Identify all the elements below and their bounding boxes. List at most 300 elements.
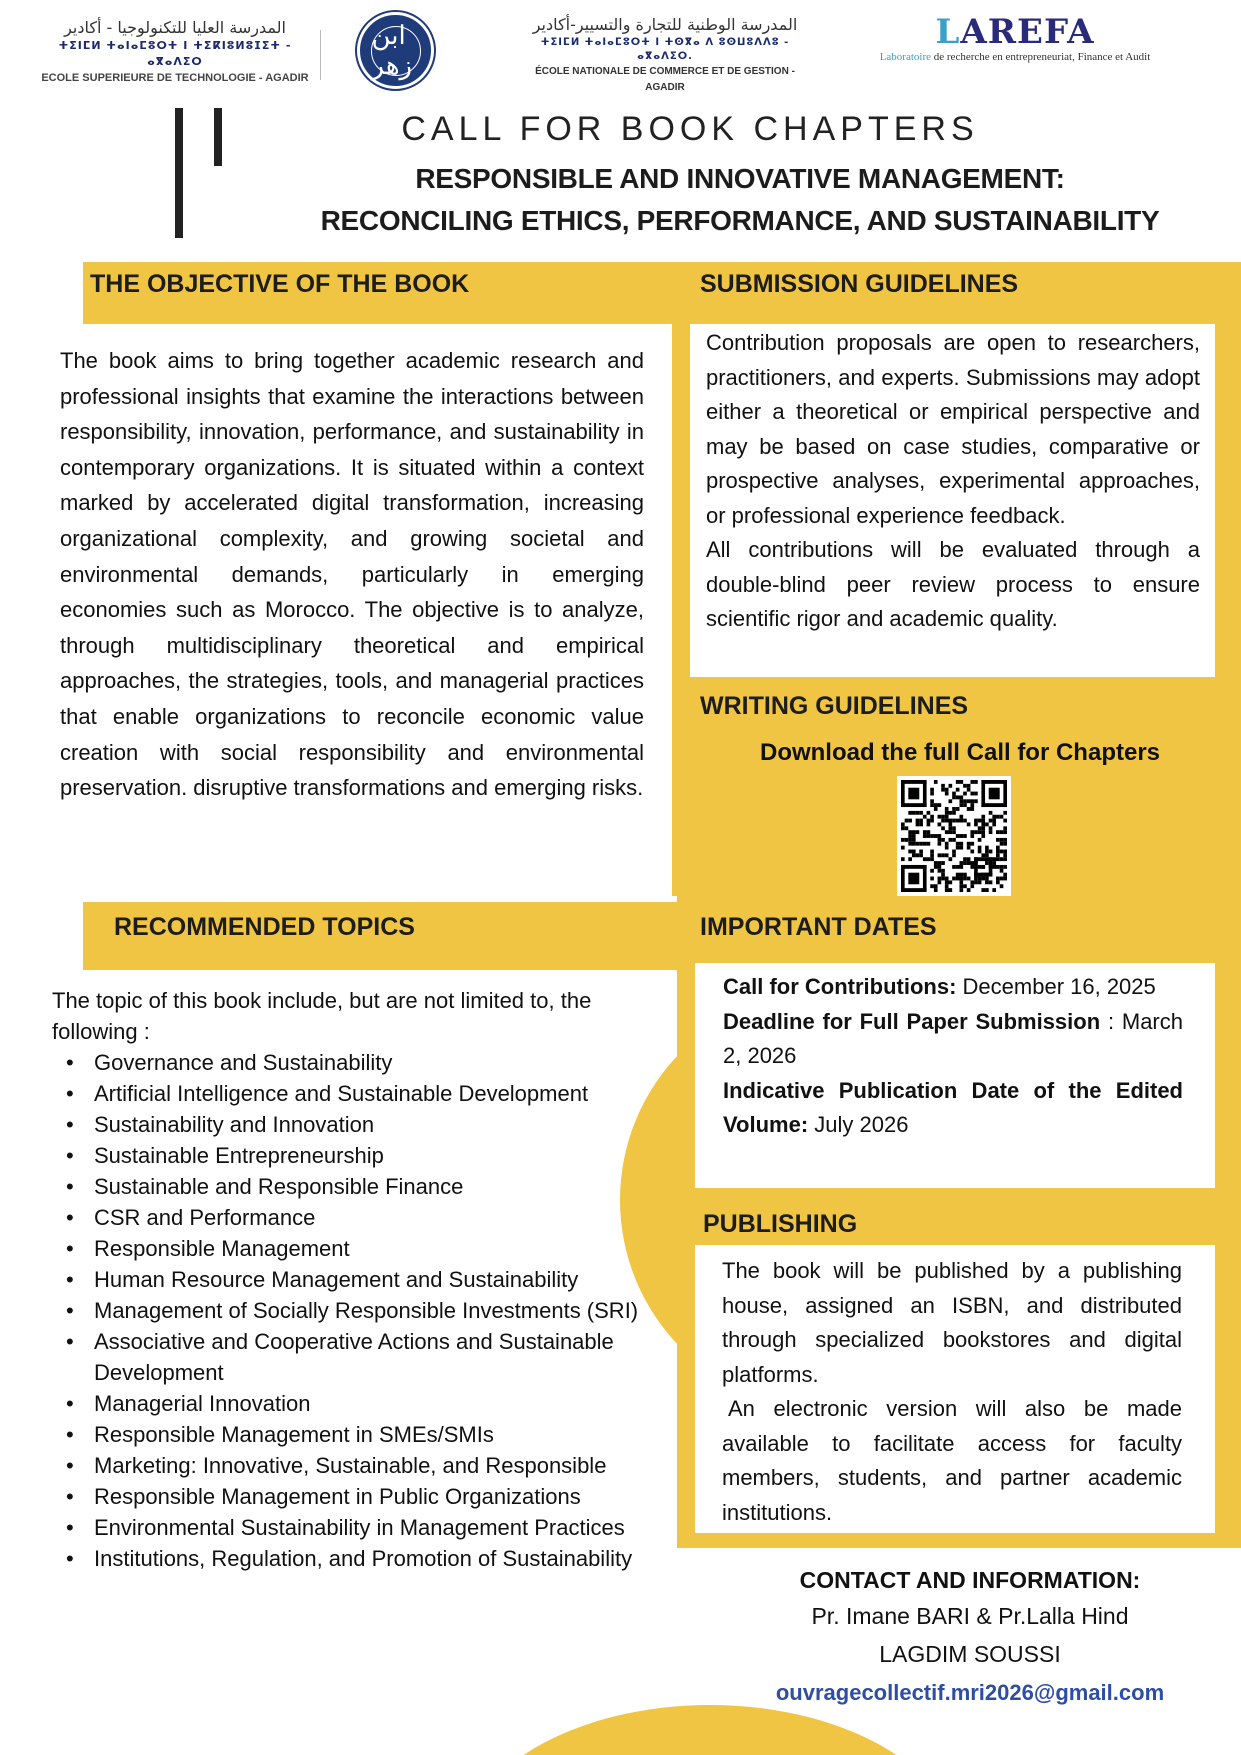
qr-module — [901, 846, 905, 850]
qr-module — [985, 888, 989, 892]
qr-module — [949, 826, 953, 830]
qr-module — [938, 861, 942, 865]
qr-module — [963, 803, 967, 807]
qr-module — [956, 877, 960, 881]
qr-module — [934, 884, 938, 888]
qr-module — [938, 822, 942, 826]
qr-module — [970, 880, 974, 884]
qr-module — [974, 830, 978, 834]
qr-module — [919, 853, 923, 857]
qr-module — [970, 865, 974, 869]
bullet-icon: • — [66, 1329, 74, 1354]
qr-module — [908, 830, 912, 834]
encg-logo-tifinagh: ⵜⵉⵏⵎⵍ ⵜⴰⵏⴰⵎⵓⵔⵜ ⵏ ⵜⵙⴳⴰ ⴷ ⵓⵙⵡⵓⴷⴷⵓ - ⴰⴳⴰⴷⵉⵔ. — [540, 37, 790, 62]
qr-module — [901, 838, 905, 842]
qr-module — [981, 865, 985, 869]
qr-module — [934, 834, 938, 838]
qr-module — [916, 842, 920, 846]
qr-module — [974, 792, 978, 796]
qr-module — [949, 880, 953, 884]
qr-module — [1000, 850, 1004, 854]
qr-module — [963, 861, 967, 865]
qr-module — [970, 830, 974, 834]
larefa-logo-name — [870, 14, 1160, 50]
qr-module — [941, 861, 945, 865]
qr-module — [989, 850, 993, 854]
qr-module — [908, 838, 912, 842]
qr-module — [949, 784, 953, 788]
qr-module — [970, 799, 974, 803]
bullet-icon: • — [66, 1236, 74, 1261]
qr-module — [978, 830, 982, 834]
larefa-logo — [870, 14, 1160, 74]
qr-module — [967, 861, 971, 865]
qr-module — [981, 803, 1007, 807]
date-item-call — [723, 970, 1183, 1005]
qr-module — [945, 819, 949, 823]
qr-module — [945, 877, 949, 881]
qr-module — [949, 811, 953, 815]
bullet-icon: • — [66, 1267, 74, 1292]
qr-module — [952, 830, 956, 834]
qr-module — [923, 857, 927, 861]
qr-module — [952, 795, 956, 799]
qr-module — [934, 865, 938, 869]
topic-item — [52, 1388, 672, 1419]
bullet-icon: • — [66, 1298, 74, 1323]
qr-module — [959, 880, 963, 884]
topic-item — [52, 1512, 672, 1543]
topic-item — [52, 1202, 672, 1233]
qr-module — [959, 819, 963, 823]
qr-module — [934, 803, 938, 807]
qr-module — [927, 811, 931, 815]
qr-module — [938, 877, 942, 881]
qr-module — [923, 865, 927, 892]
qr-module — [930, 869, 934, 873]
qr-module — [956, 873, 960, 877]
qr-module — [912, 811, 916, 815]
qr-module — [978, 877, 982, 881]
qr-module — [912, 853, 916, 857]
date-label: Indicative Publication Date of the Edited Volume: — [723, 1077, 1183, 1137]
topic-item — [52, 1140, 672, 1171]
qr-module — [938, 834, 942, 838]
qr-module — [967, 799, 971, 803]
qr-module — [963, 884, 967, 888]
qr-module — [941, 784, 945, 788]
qr-module — [901, 826, 905, 830]
bullet-icon: • — [66, 1391, 74, 1416]
qr-module — [916, 811, 920, 815]
topic-label: Institutions, Regulation, and Promotion of Sustainability — [94, 1546, 633, 1571]
qr-module — [901, 780, 927, 784]
qr-module — [967, 857, 971, 861]
contact-names-line-2: LAGDIM SOUSSI — [879, 1641, 1061, 1667]
qr-module — [992, 819, 996, 823]
qr-module — [952, 850, 956, 854]
qr-module — [923, 780, 927, 807]
qr-module — [970, 803, 974, 807]
qr-module — [927, 830, 931, 834]
qr-module — [908, 857, 912, 861]
qr-module — [974, 880, 978, 884]
qr-module — [919, 822, 923, 826]
qr-module — [945, 807, 949, 811]
book-title — [240, 158, 1240, 242]
est-logo-tifinagh: ⵜⵉⵏⵎⵍ ⵜⴰⵏⴰⵎⵓⵔⵜ ⵏ ⵜⵉⴽⵏⵓⵍⵓⵊⵉⵜ - ⴰⴳⴰⴷⵉⵔ — [58, 39, 292, 68]
qr-module — [938, 815, 942, 819]
encg-logo-french: ÉCOLE NATIONALE DE COMMERCE ET DE GESTION - AGADIR — [535, 66, 795, 93]
publishing-text — [722, 1254, 1182, 1530]
qr-module — [941, 819, 945, 823]
publishing-paragraph-1: The book will be published by a publishing house, assigned an ISBN, and distributed through specialized bookstores and digital platforms. — [722, 1258, 1182, 1387]
qr-module — [959, 888, 963, 892]
qr-module — [930, 799, 934, 803]
qr-module — [905, 838, 909, 842]
qr-module — [1003, 873, 1007, 877]
topic-item — [52, 1233, 672, 1264]
qr-module — [959, 842, 963, 846]
qr-module — [981, 780, 985, 807]
qr-module — [1003, 838, 1007, 842]
qr-module — [985, 846, 989, 850]
qr-module — [989, 788, 1000, 800]
topic-label: Managerial Innovation — [94, 1391, 311, 1416]
qr-module — [930, 884, 934, 888]
publishing-title: PUBLISHING — [703, 1210, 858, 1238]
qr-module — [1003, 850, 1007, 854]
topics-list — [52, 1047, 672, 1574]
qr-module — [1000, 884, 1004, 888]
qr-module — [901, 780, 905, 807]
qr-module — [930, 853, 934, 857]
qr-module — [930, 850, 934, 854]
qr-module — [981, 780, 1007, 784]
submission-paragraph-2: All contributions will be evaluated through a double-blind peer review process to ensure scientific rigor and academic quality. — [706, 537, 1200, 631]
topic-item — [52, 1047, 672, 1078]
topic-label: Sustainability and Innovation — [94, 1112, 375, 1137]
qr-module — [927, 834, 931, 838]
topic-label: CSR and Performance — [94, 1205, 316, 1230]
bullet-icon: • — [66, 1515, 74, 1540]
topic-label: Responsible Management in Public Organizations — [94, 1484, 581, 1509]
topic-label: Associative and Cooperative Actions and Sustainable Development — [94, 1329, 614, 1385]
qr-module — [945, 888, 949, 892]
qr-module — [989, 830, 993, 834]
book-title-line-2: RECONCILING ETHICS, PERFORMANCE, AND SUSTAINABILITY — [320, 205, 1160, 236]
encg-logo-arabic: المدرسة الوطنية للتجارة والتسيير-أكادير — [532, 15, 798, 34]
topic-item — [52, 1450, 672, 1481]
qr-module — [1000, 877, 1004, 881]
date-label: Deadline for Full Paper Submission — [723, 1008, 1101, 1034]
qr-module — [985, 853, 989, 857]
topic-item — [52, 1543, 672, 1574]
topic-item — [52, 1419, 672, 1450]
qr-module — [978, 826, 982, 830]
topic-item — [52, 1264, 672, 1295]
qr-module — [949, 857, 953, 861]
qr-module — [992, 857, 996, 861]
topic-label: Management of Socially Responsible Investments (SRI) — [94, 1298, 639, 1323]
qr-module — [978, 819, 982, 823]
qr-module — [974, 799, 978, 803]
qr-module — [963, 873, 967, 877]
qr-module — [912, 830, 916, 834]
topic-label: Governance and Sustainability — [94, 1050, 393, 1075]
bullet-icon: • — [66, 1546, 74, 1571]
qr-module — [956, 788, 960, 792]
qr-module — [970, 780, 974, 784]
submission-text — [706, 326, 1200, 637]
topic-item — [52, 1171, 672, 1202]
qr-module — [970, 861, 974, 865]
qr-module — [989, 819, 993, 823]
qr-module — [1000, 869, 1004, 873]
qr-module — [1000, 842, 1004, 846]
qr-module — [901, 865, 927, 869]
qr-module — [916, 822, 920, 826]
qr-module — [923, 830, 927, 834]
qr-module — [952, 811, 956, 815]
qr-module — [938, 842, 942, 846]
qr-module — [963, 799, 967, 803]
qr-module — [981, 826, 985, 830]
qr-module — [996, 850, 1000, 854]
uiz-emblem-icon: ابن زهر — [371, 26, 421, 76]
qr-module — [956, 795, 960, 799]
qr-module — [992, 815, 996, 819]
qr-module — [1003, 819, 1007, 823]
qr-module — [916, 853, 920, 857]
bullet-icon: • — [66, 1081, 74, 1106]
bullet-icon: • — [66, 1050, 74, 1075]
qr-module — [996, 865, 1000, 869]
qr-module — [985, 850, 989, 854]
qr-module — [908, 850, 912, 854]
qr-module — [908, 811, 912, 815]
topic-label: Responsible Management in SMEs/SMIs — [94, 1422, 494, 1447]
qr-module — [981, 815, 985, 819]
qr-module — [963, 819, 967, 823]
qr-module — [981, 888, 985, 892]
qr-module — [967, 788, 971, 792]
qr-module — [992, 888, 996, 892]
qr-module — [996, 853, 1000, 857]
qr-module — [959, 803, 963, 807]
qr-module — [1003, 826, 1007, 830]
qr-module — [941, 815, 945, 819]
qr-module — [912, 850, 916, 854]
topic-item — [52, 1481, 672, 1512]
download-call-label: Download the full Call for Chapters — [759, 739, 1161, 766]
encg-agadir-logo — [515, 14, 815, 93]
qr-module — [996, 838, 1000, 842]
qr-module — [978, 838, 982, 842]
qr-module — [959, 877, 963, 881]
qr-module — [974, 877, 978, 881]
qr-module — [938, 838, 942, 842]
qr-module — [941, 788, 945, 792]
qr-module — [1000, 838, 1004, 842]
qr-module — [952, 865, 956, 869]
qr-module — [901, 857, 905, 861]
qr-code-icon[interactable] — [897, 776, 1011, 896]
qr-module — [919, 811, 923, 815]
qr-module — [941, 869, 945, 873]
qr-module — [967, 846, 971, 850]
qr-module — [952, 853, 956, 857]
date-label: Call for Contributions: — [723, 974, 957, 999]
qr-module — [963, 792, 967, 796]
qr-module — [970, 842, 974, 846]
qr-module — [959, 834, 963, 838]
qr-module — [945, 884, 949, 888]
important-dates-title: IMPORTANT DATES — [700, 913, 937, 941]
qr-module — [927, 857, 931, 861]
qr-module — [996, 830, 1000, 834]
topic-label: Human Resource Management and Sustainability — [94, 1267, 579, 1292]
qr-module — [952, 807, 956, 811]
qr-module — [985, 877, 989, 881]
contact-title: CONTACT AND INFORMATION: — [799, 1567, 1141, 1593]
qr-module — [941, 826, 945, 830]
contact-block — [700, 1563, 1240, 1713]
qr-module — [1003, 780, 1007, 807]
date-value: December 16, 2025 — [956, 974, 1156, 999]
topic-label: Marketing: Innovative, Sustainable, and Responsible — [94, 1453, 607, 1478]
qr-module — [908, 819, 912, 823]
topic-label: Sustainable and Responsible Finance — [94, 1174, 464, 1199]
qr-module — [981, 877, 985, 881]
decorative-bar-long — [175, 108, 183, 238]
qr-module — [996, 857, 1000, 861]
qr-module — [970, 834, 974, 838]
qr-module — [949, 838, 953, 842]
est-logo-french: ECOLE SUPERIEURE DE TECHNOLOGIE - AGADIR — [41, 72, 309, 84]
qr-module — [956, 846, 960, 850]
topics-intro: The topic of this book include, but are not limited to, the following : — [52, 988, 592, 1044]
qr-module — [949, 888, 953, 892]
qr-module — [930, 834, 934, 838]
qr-module — [956, 780, 960, 784]
qr-module — [963, 877, 967, 881]
qr-module — [938, 865, 942, 869]
qr-module — [945, 830, 949, 834]
qr-module — [912, 842, 916, 846]
qr-module — [952, 877, 956, 881]
qr-module — [959, 884, 963, 888]
qr-module — [981, 834, 985, 838]
qr-module — [967, 807, 971, 811]
qr-module — [956, 807, 960, 811]
topic-item — [52, 1326, 672, 1388]
qr-module — [916, 830, 920, 834]
qr-module — [981, 830, 985, 834]
qr-module — [930, 815, 934, 819]
qr-module — [938, 853, 942, 857]
decorative-bar-short — [214, 108, 222, 166]
qr-module — [908, 873, 919, 885]
qr-module — [930, 819, 934, 823]
qr-module — [959, 815, 963, 819]
qr-module — [996, 846, 1000, 850]
qr-module — [919, 819, 923, 823]
call-for-chapters-heading: CALL FOR BOOK CHAPTERS — [401, 110, 979, 148]
qr-module — [938, 880, 942, 884]
qr-module — [1003, 830, 1007, 834]
topic-item — [52, 1078, 672, 1109]
qr-module — [992, 822, 996, 826]
bullet-icon: • — [66, 1143, 74, 1168]
qr-module — [956, 865, 960, 869]
qr-module — [1003, 811, 1007, 815]
qr-module — [934, 888, 938, 892]
qr-module — [938, 803, 942, 807]
qr-module — [967, 842, 971, 846]
larefa-sub-highlight: Laboratoire — [879, 51, 932, 63]
qr-module — [989, 811, 993, 815]
qr-module — [956, 819, 960, 823]
qr-module — [970, 850, 974, 854]
larefa-logo-rest: AREFA — [960, 12, 1095, 52]
qr-module — [959, 846, 963, 850]
qr-module — [945, 792, 949, 796]
qr-module — [945, 815, 949, 819]
qr-module — [981, 853, 985, 857]
qr-module — [985, 861, 989, 865]
qr-module — [930, 792, 934, 796]
contact-email-link[interactable]: ouvragecollectif.mri2026@gmail.com — [775, 1680, 1165, 1705]
qr-module — [985, 822, 989, 826]
qr-module — [923, 834, 927, 838]
submission-section-title: SUBMISSION GUIDELINES — [700, 270, 1019, 298]
qr-module — [908, 788, 919, 800]
qr-module — [956, 834, 960, 838]
qr-module — [941, 873, 945, 877]
bullet-icon: • — [66, 1453, 74, 1478]
topics-section-title: RECOMMENDED TOPICS — [114, 913, 415, 941]
qr-module — [908, 842, 912, 846]
topic-label: Artificial Intelligence and Sustainable Development — [94, 1081, 589, 1106]
university-ibn-zohr-logo — [357, 12, 434, 89]
qr-module — [941, 853, 945, 857]
larefa-sub-rest: de recherche en entrepreneuriat, Finance et Audit — [931, 51, 1151, 63]
qr-module — [989, 857, 993, 876]
qr-module — [930, 877, 934, 881]
qr-module — [1003, 842, 1007, 846]
submission-paragraph-1: Contribution proposals are open to researchers, practitioners, and experts. Submissions may adopt either a theoretical or empirical perspective and may be based on case studies, comparative or prospective analyses, experimental approaches, or professional experience feedback. — [706, 330, 1200, 528]
qr-module — [996, 877, 1000, 881]
qr-module — [952, 819, 956, 823]
qr-module — [992, 865, 996, 869]
qr-module — [959, 873, 963, 877]
qr-module — [996, 880, 1000, 884]
qr-module — [1000, 857, 1004, 861]
qr-module — [901, 865, 905, 892]
larefa-logo-first-letter: L — [935, 12, 961, 52]
bullet-icon: • — [66, 1205, 74, 1230]
qr-module — [959, 861, 963, 865]
qr-module — [956, 842, 960, 846]
qr-module — [959, 865, 963, 869]
qr-module — [941, 838, 945, 842]
qr-module — [963, 857, 967, 861]
qr-module — [989, 880, 993, 884]
qr-module — [967, 888, 971, 892]
qr-code-graphic — [901, 780, 1007, 892]
qr-module — [959, 795, 963, 799]
